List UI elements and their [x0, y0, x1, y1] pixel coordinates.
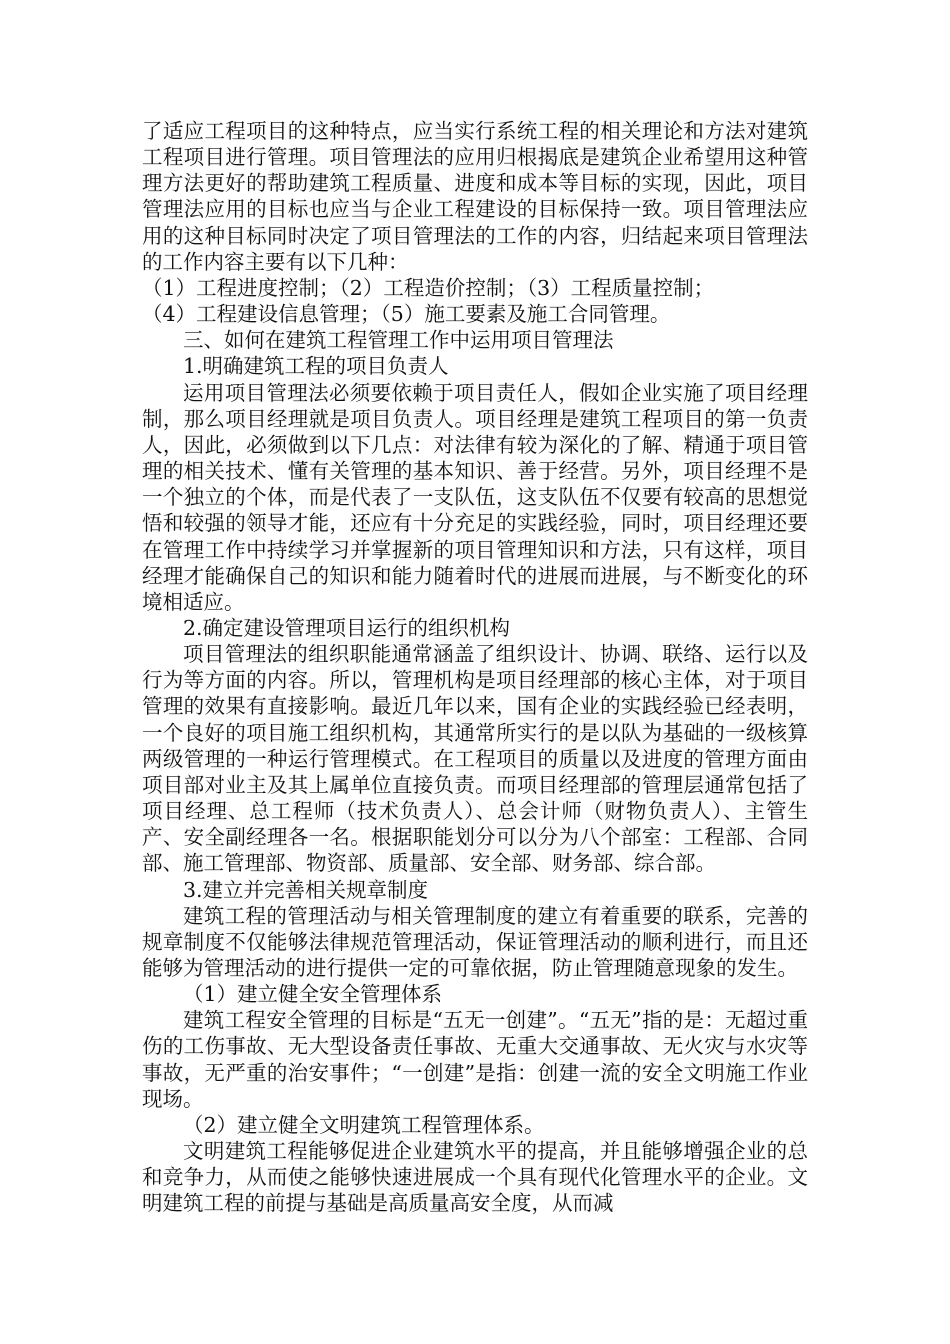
subsection-2-paragraph: 项目管理法的组织职能通常涵盖了组织设计、协调、联络、运行以及行为等方面的内容。所以，管理机构是项目经理部的核心主体，对于项目管理的效果有直接影响。最近几年以来，国有企业的实践经验已经表明，一个良好的项目施工组织机构，其通常所实行的是以队为基础的一级核算两级管理的一种运行管理模式。在工程项目的质量以及进度的管理方面由项目部对业主及其上属单位直接负责。而项目经理部的管理层通常包括了项目经理、总工程师（技术负责人）、总会计师（财物负责人）、主管生产、安全副经理各一名。根据职能划分可以分为八个部室：工程部、合同部、施工管理部、物资部、质量部、安全部、财务部、综合部。 — [142, 642, 808, 876]
safety-system-heading: （1）建立健全安全管理体系 — [183, 982, 443, 1007]
management-content-list-line-1: （1）工程进度控制；（2）工程造价控制；（3）工程质量控制； — [142, 275, 715, 300]
subsection-1-paragraph: 运用项目管理法必须要依赖于项目责任人，假如企业实施了项目经理制，那么项目经理就是项目负责人。项目经理是建筑工程项目的第一负责人，因此，必须做到以下几点：对法律有较为深化的了解、精通于项目管理的相关技术、懂有关管理的基本知识、善于经营。另外，项目经理不是一个独立的个体，而是代表了一支队伍，这支队伍不仅要有较高的思想觉悟和较强的领导才能，还应有十分充足的实践经验，同时，项目经理还要在管理工作中持续学习并掌握新的项目管理知识和方法，只有这样，项目经理才能确保自己的知识和能力随着时代的进展而进展，与不断变化的环境相适应。 — [142, 380, 808, 614]
civilized-construction-heading: （2）建立健全文明建筑工程管理体系。 — [183, 1112, 545, 1137]
subsection-3-paragraph: 建筑工程的管理活动与相关管理制度的建立有着重要的联系，完善的规章制度不仅能够法律规范管理活动，保证管理活动的顺利进行，而且还能够为管理活动的进行提供一定的可靠依据，防止管理随意现象的发生。 — [142, 903, 808, 980]
intro-paragraph: 了适应工程项目的这种特点，应当实行系统工程的相关理论和方法对建筑工程项目进行管理。项目管理法的应用归根揭底是建筑企业希望用这种管理方法更好的帮助建筑工程质量、进度和成本等目标的实现，因此，项目管理法应用的目标也应当与企业工程建设的目标保持一致。项目管理法应用的这种目标同时决定了项目管理法的工作的内容，归结起来项目管理法的工作内容主要有以下几种： — [142, 119, 808, 274]
subsection-3-heading: 3.建立并完善相关规章制度 — [183, 877, 429, 902]
subsection-2-heading: 2.确定建设管理项目运行的组织机构 — [183, 615, 511, 640]
document-page — [142, 118, 808, 1217]
management-content-list-line-2: （4）工程建设信息管理；（5）施工要素及施工合同管理。 — [142, 302, 671, 327]
section-heading: 三、如何在建筑工程管理工作中运用项目管理法 — [183, 328, 614, 353]
subsection-1-heading: 1.明确建筑工程的项目负责人 — [183, 354, 449, 379]
safety-system-paragraph: 建筑工程安全管理的目标是“五无一创建”。“五无”指的是：无超过重伤的工伤事故、无大型设备责任事故、无重大交通事故、无火灾与水灾等事故，无严重的治安事件；“一创建”是指：创建一流的安全文明施工作业现场。 — [142, 1008, 808, 1111]
civilized-construction-paragraph: 文明建筑工程能够促进企业建筑水平的提高，并且能够增强企业的总和竞争力，从而使之能够快速进展成一个具有现代化管理水平的企业。文明建筑工程的前提与基础是高质量高安全度，从而减 — [142, 1139, 808, 1216]
